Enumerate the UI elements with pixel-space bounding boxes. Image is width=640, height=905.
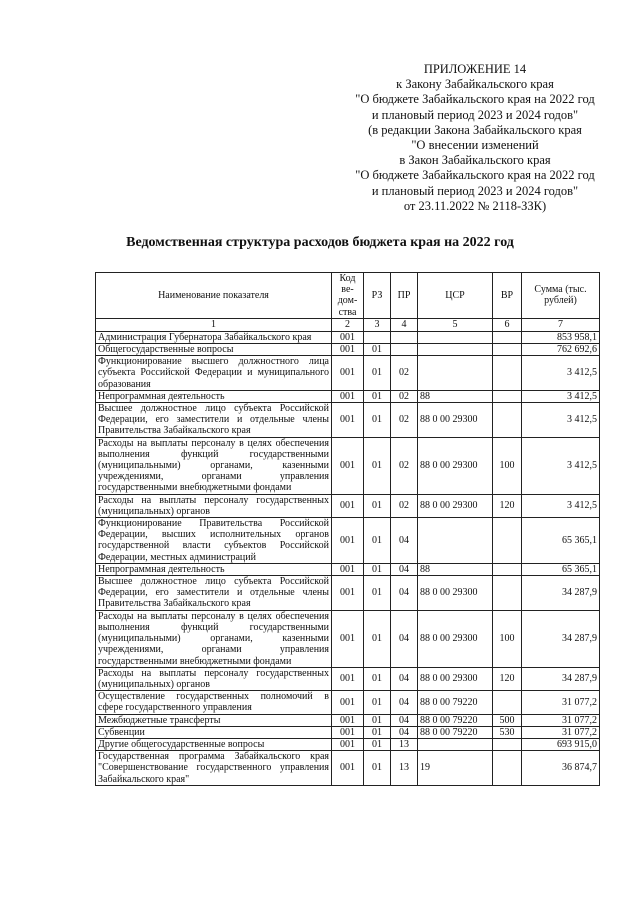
table-row (96, 356, 600, 391)
row-rz: 01 (364, 576, 391, 611)
row-sum: 34 287,9 (522, 667, 600, 690)
table-row (96, 344, 600, 356)
row-rz: 01 (364, 390, 391, 402)
column-number: 1 (96, 318, 332, 331)
row-csr (418, 331, 493, 343)
row-sum: 853 958,1 (522, 331, 600, 343)
row-rz: 01 (364, 667, 391, 690)
header-line: "О внесении изменений (411, 138, 539, 153)
row-rz: 01 (364, 494, 391, 517)
row-csr (418, 344, 493, 356)
row-name: Высшее должностное лицо субъекта Российской Федерации, его заместители и отдельные члены Правительства Забайкальского края (96, 403, 332, 438)
appendix-number: ПРИЛОЖЕНИЕ 14 (423, 62, 527, 76)
table-row (96, 667, 600, 690)
row-pr: 04 (391, 518, 418, 564)
row-dept-code: 001 (332, 356, 364, 391)
row-pr: 04 (391, 726, 418, 738)
table-row (96, 518, 600, 564)
table-row (96, 331, 600, 343)
row-vr: 530 (493, 726, 522, 738)
row-rz: 01 (364, 403, 391, 438)
row-dept-code: 001 (332, 390, 364, 402)
row-name: Расходы на выплаты персоналу государственных (муниципальных) органов (96, 494, 332, 517)
row-vr: 100 (493, 437, 522, 494)
row-sum: 31 077,2 (522, 714, 600, 726)
row-csr: 88 0 00 29300 (418, 403, 493, 438)
row-dept-code: 001 (332, 563, 364, 575)
row-csr (418, 356, 493, 391)
row-sum: 31 077,2 (522, 726, 600, 738)
row-rz: 01 (364, 356, 391, 391)
row-vr (493, 390, 522, 402)
table-row (96, 563, 600, 575)
row-pr (391, 344, 418, 356)
row-name: Общегосударственные вопросы (96, 344, 332, 356)
row-sum: 34 287,9 (522, 576, 600, 611)
table-row (96, 691, 600, 714)
row-csr (418, 518, 493, 564)
row-dept-code: 001 (332, 667, 364, 690)
header-name: Наименование показателя (96, 273, 332, 319)
table-row (96, 494, 600, 517)
row-rz: 01 (364, 714, 391, 726)
row-rz: 01 (364, 437, 391, 494)
row-dept-code: 001 (332, 738, 364, 750)
row-pr: 04 (391, 576, 418, 611)
row-rz: 01 (364, 610, 391, 667)
row-sum: 693 915,0 (522, 738, 600, 750)
row-name: Расходы на выплаты персоналу в целях обеспечения выполнения функций государственными (муниципальными) органами, казенными учреждениями, органами управления государственными внебюджетными фондами (96, 610, 332, 667)
row-name: Высшее должностное лицо субъекта Российской Федерации, его заместители и отдельные члены Правительства Забайкальского края (96, 576, 332, 611)
column-number: 4 (391, 318, 418, 331)
row-vr (493, 403, 522, 438)
row-rz: 01 (364, 563, 391, 575)
row-pr (391, 331, 418, 343)
row-csr: 88 0 00 29300 (418, 610, 493, 667)
row-name: Администрация Губернатора Забайкальского края (96, 331, 332, 343)
row-pr: 02 (391, 437, 418, 494)
row-rz: 01 (364, 751, 391, 786)
row-sum: 34 287,9 (522, 610, 600, 667)
table-header-row (96, 273, 600, 319)
header-line: от 23.11.2022 № 2118-ЗЗК) (403, 198, 547, 213)
row-name: Межбюджетные трансферты (96, 714, 332, 726)
row-pr: 04 (391, 714, 418, 726)
row-vr (493, 356, 522, 391)
column-number: 3 (364, 318, 391, 331)
row-dept-code: 001 (332, 518, 364, 564)
header-dept: Код ве-дом-ства (332, 273, 364, 319)
row-dept-code: 001 (332, 691, 364, 714)
header-line: и плановый период 2023 и 2024 годов" (371, 107, 579, 122)
row-csr: 88 (418, 563, 493, 575)
row-pr: 02 (391, 356, 418, 391)
row-sum: 36 874,7 (522, 751, 600, 786)
header-line: (в редакции Закона Забайкальского края (368, 122, 582, 137)
row-name: Функционирование Правительства Российской Федерации, высших исполнительных органов государственной власти субъектов Российской Федерации, местных администраций (96, 518, 332, 564)
header-rz: РЗ (364, 273, 391, 319)
row-sum: 762 692,6 (522, 344, 600, 356)
row-pr: 02 (391, 494, 418, 517)
column-number: 2 (332, 318, 364, 331)
row-dept-code: 001 (332, 751, 364, 786)
header-line: "О бюджете Забайкальского края на 2022 год (355, 168, 595, 183)
row-vr: 500 (493, 714, 522, 726)
table-row (96, 726, 600, 738)
row-pr: 13 (391, 751, 418, 786)
row-rz: 01 (364, 738, 391, 750)
row-csr: 88 0 00 79220 (418, 726, 493, 738)
row-pr: 02 (391, 390, 418, 402)
row-pr: 04 (391, 563, 418, 575)
row-vr (493, 344, 522, 356)
header-pr: ПР (391, 273, 418, 319)
row-sum: 3 412,5 (522, 356, 600, 391)
row-dept-code: 001 (332, 437, 364, 494)
header-sum: Сумма (тыс. рублей) (522, 273, 600, 319)
table-row (96, 714, 600, 726)
row-dept-code: 001 (332, 576, 364, 611)
column-numbers-row (96, 318, 600, 331)
column-number: 5 (418, 318, 493, 331)
row-rz: 01 (364, 691, 391, 714)
table-row (96, 576, 600, 611)
table-row (96, 738, 600, 750)
table-row (96, 751, 600, 786)
row-vr: 120 (493, 494, 522, 517)
row-name: Функционирование высшего должностного лица субъекта Российской Федерации и муниципального образования (96, 356, 332, 391)
row-vr (493, 738, 522, 750)
row-csr: 19 (418, 751, 493, 786)
row-rz: 01 (364, 344, 391, 356)
table-row (96, 390, 600, 402)
header-line: и плановый период 2023 и 2024 годов" (371, 183, 579, 198)
row-sum: 65 365,1 (522, 563, 600, 575)
row-name: Государственная программа Забайкальского края "Совершенствование государственного управления Забайкальского края" (96, 751, 332, 786)
header-csr: ЦСР (418, 273, 493, 319)
row-pr: 02 (391, 403, 418, 438)
row-pr: 04 (391, 667, 418, 690)
row-vr (493, 691, 522, 714)
row-csr: 88 0 00 79220 (418, 714, 493, 726)
row-sum: 3 412,5 (522, 494, 600, 517)
row-rz (364, 331, 391, 343)
header-line: к Закону Забайкальского края (396, 77, 554, 92)
row-pr: 04 (391, 691, 418, 714)
row-name: Субвенции (96, 726, 332, 738)
column-number: 7 (522, 318, 600, 331)
row-pr: 04 (391, 610, 418, 667)
row-vr: 100 (493, 610, 522, 667)
row-name: Расходы на выплаты персоналу государственных (муниципальных) органов (96, 667, 332, 690)
appendix-header (330, 62, 620, 214)
row-csr: 88 0 00 29300 (418, 437, 493, 494)
row-dept-code: 001 (332, 331, 364, 343)
row-sum: 3 412,5 (522, 437, 600, 494)
header-line: "О бюджете Забайкальского края на 2022 год (355, 92, 595, 107)
row-sum: 3 412,5 (522, 390, 600, 402)
row-vr: 120 (493, 667, 522, 690)
row-name: Расходы на выплаты персоналу в целях обеспечения выполнения функций государственными (муниципальными) органами, казенными учреждениями, органами управления государственными внебюджетными фондами (96, 437, 332, 494)
row-sum: 31 077,2 (522, 691, 600, 714)
column-number: 6 (493, 318, 522, 331)
row-name: Другие общегосударственные вопросы (96, 738, 332, 750)
document-title: Ведомственная структура расходов бюджета края на 2022 год (126, 235, 514, 250)
row-csr: 88 (418, 390, 493, 402)
row-vr (493, 563, 522, 575)
row-sum: 3 412,5 (522, 403, 600, 438)
row-dept-code: 001 (332, 403, 364, 438)
row-vr (493, 751, 522, 786)
table-row (96, 403, 600, 438)
table-row (96, 610, 600, 667)
row-name: Непрограммная деятельность (96, 563, 332, 575)
header-vr: ВР (493, 273, 522, 319)
row-vr (493, 331, 522, 343)
row-rz: 01 (364, 726, 391, 738)
row-pr: 13 (391, 738, 418, 750)
row-vr (493, 576, 522, 611)
row-csr: 88 0 00 29300 (418, 576, 493, 611)
row-csr: 88 0 00 79220 (418, 691, 493, 714)
row-sum: 65 365,1 (522, 518, 600, 564)
row-dept-code: 001 (332, 610, 364, 667)
row-name: Непрограммная деятельность (96, 390, 332, 402)
row-vr (493, 518, 522, 564)
row-dept-code: 001 (332, 344, 364, 356)
row-name: Осуществление государственных полномочий в сфере государственного управления (96, 691, 332, 714)
row-dept-code: 001 (332, 726, 364, 738)
budget-table (95, 272, 600, 786)
row-rz: 01 (364, 518, 391, 564)
row-csr: 88 0 00 29300 (418, 667, 493, 690)
table-row (96, 437, 600, 494)
header-line: в Закон Забайкальского края (399, 153, 551, 168)
row-csr: 88 0 00 29300 (418, 494, 493, 517)
row-dept-code: 001 (332, 714, 364, 726)
row-csr (418, 738, 493, 750)
row-dept-code: 001 (332, 494, 364, 517)
